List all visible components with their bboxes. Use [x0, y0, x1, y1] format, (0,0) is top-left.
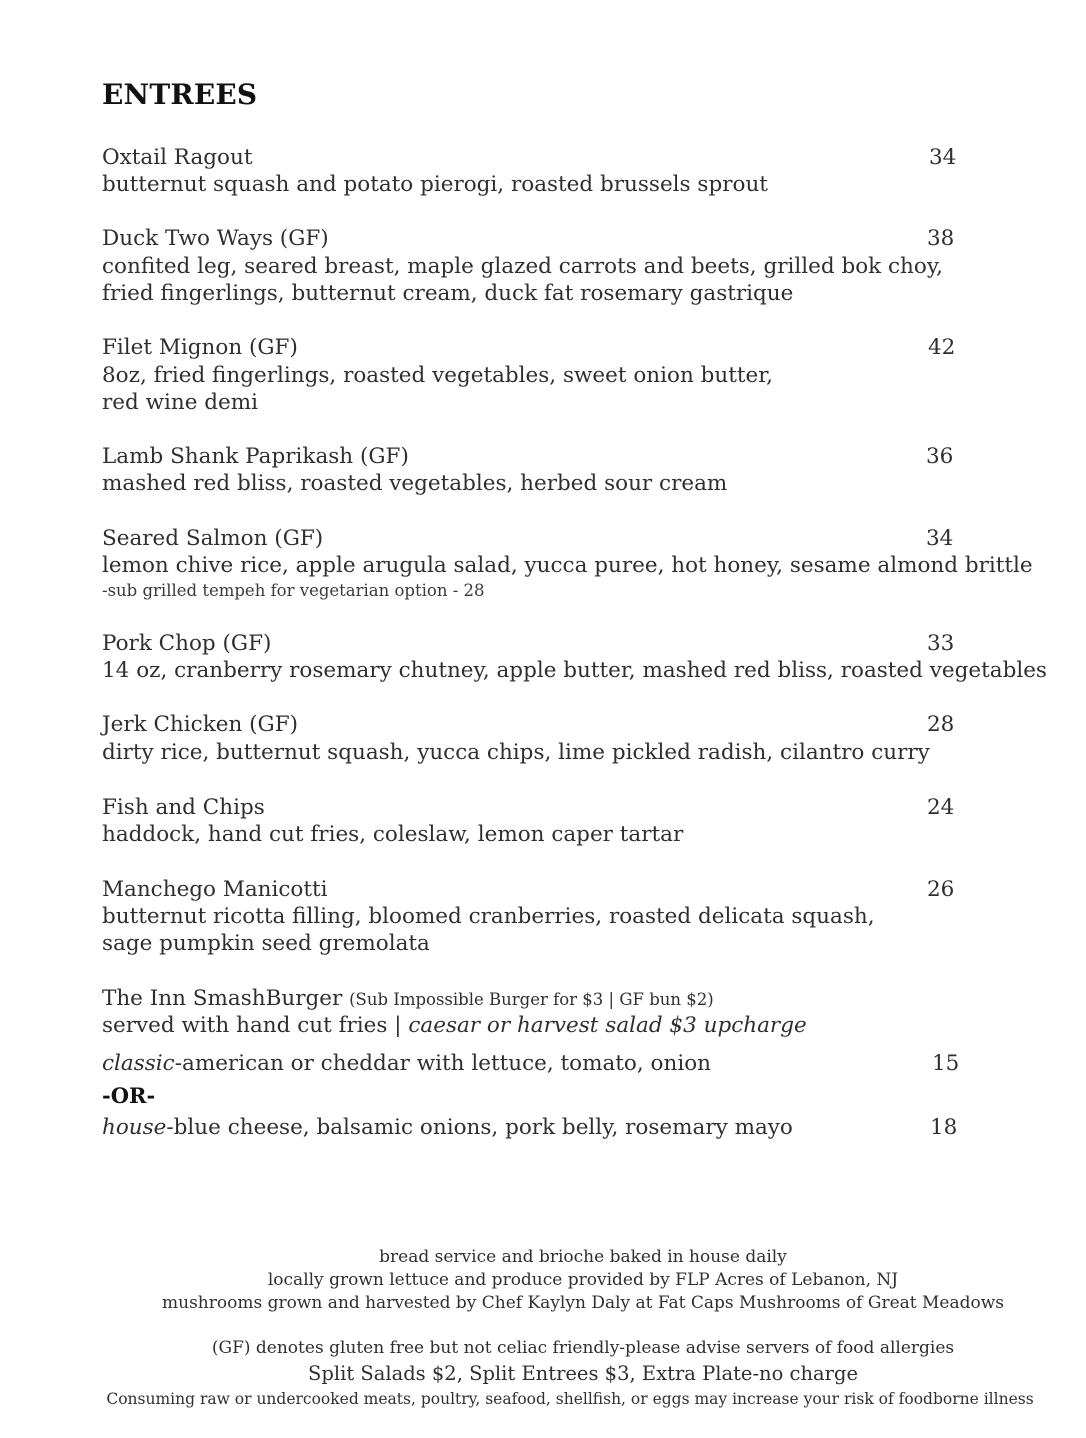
item-name: Fish and Chips [102, 795, 265, 820]
item-name: Lamb Shank Paprikash (GF) [102, 444, 409, 469]
item-name: Pork Chop (GF) [102, 631, 272, 656]
item-name: Jerk Chicken (GF) [102, 712, 298, 737]
item-description: butternut squash and potato pierogi, roasted brussels sprout [102, 172, 768, 197]
item-description: mashed red bliss, roasted vegetables, herbed sour cream [102, 471, 728, 496]
footer-bread-note: bread service and brioche baked in house daily [379, 1247, 787, 1267]
item-price: 26 [927, 877, 955, 902]
item-description: confited leg, seared breast, maple glazed carrots and beets, grilled bok choy, [102, 254, 943, 279]
house-description: -blue cheese, balsamic onions, pork belly, rosemary mayo [166, 1115, 793, 1140]
item-name: Oxtail Ragout [102, 145, 253, 170]
item-description: red wine demi [102, 390, 259, 415]
item-price: 38 [927, 226, 955, 251]
footer-consumption-warning: Consuming raw or undercooked meats, poultry, seafood, shellfish, or eggs may increase your risk of foodborne illness [106, 1390, 1034, 1408]
burger-served-text: served with hand cut fries | [102, 1013, 409, 1038]
item-name: Duck Two Ways (GF) [102, 226, 329, 251]
burger-salad-upcharge: caesar or harvest salad $3 upcharge [408, 1013, 807, 1038]
item-name: Filet Mignon (GF) [102, 335, 298, 360]
item-price: 24 [927, 795, 955, 820]
item-price: 33 [927, 631, 955, 656]
house-label: house [102, 1115, 167, 1140]
footer-produce-note: locally grown lettuce and produce provided by FLP Acres of Lebanon, NJ [267, 1270, 899, 1290]
footer-gf-note: (GF) denotes gluten free but not celiac friendly-please advise servers of food allergies [211, 1338, 955, 1358]
item-price: 42 [928, 335, 956, 360]
item-description: dirty rice, butternut squash, yucca chips, lime pickled radish, cilantro curry [102, 740, 930, 765]
burger-house-option [102, 1114, 793, 1141]
burger-substitution-note: (Sub Impossible Burger for $3 | GF bun $2) [349, 990, 714, 1009]
item-note: -sub grilled tempeh for vegetarian option - 28 [102, 581, 485, 600]
burger-title [102, 985, 714, 1013]
burger-served-with [102, 1012, 807, 1039]
item-price: 28 [927, 712, 955, 737]
or-divider: -OR- [102, 1083, 156, 1108]
classic-description: -american or cheddar with lettuce, tomato, onion [174, 1051, 712, 1076]
burger-name: The Inn SmashBurger [102, 986, 343, 1011]
item-name: Seared Salmon (GF) [102, 526, 324, 551]
item-description: butternut ricotta filling, bloomed cranberries, roasted delicata squash, [102, 904, 875, 929]
item-description: lemon chive rice, apple arugula salad, yucca puree, hot honey, sesame almond brittle [102, 553, 1033, 578]
house-price: 18 [930, 1115, 958, 1140]
item-name: Manchego Manicotti [102, 877, 328, 902]
classic-price: 15 [932, 1051, 960, 1076]
item-description: 8oz, fried fingerlings, roasted vegetables, sweet onion butter, [102, 363, 773, 388]
section-title: ENTREES [102, 78, 258, 111]
footer-mushroom-note: mushrooms grown and harvested by Chef Kaylyn Daly at Fat Caps Mushrooms of Great Meadows [162, 1293, 1004, 1313]
footer-split-note: Split Salads $2, Split Entrees $3, Extra Plate-no charge [308, 1362, 858, 1385]
item-price: 34 [926, 526, 954, 551]
classic-label: classic [102, 1051, 175, 1076]
item-description: 14 oz, cranberry rosemary chutney, apple butter, mashed red bliss, roasted vegetables [102, 658, 1047, 683]
item-description: fried fingerlings, butternut cream, duck fat rosemary gastrique [102, 281, 794, 306]
item-price: 34 [929, 145, 957, 170]
item-price: 36 [926, 444, 954, 469]
burger-classic-option [102, 1050, 711, 1077]
item-description: haddock, hand cut fries, coleslaw, lemon caper tartar [102, 822, 684, 847]
item-description: sage pumpkin seed gremolata [102, 931, 430, 956]
